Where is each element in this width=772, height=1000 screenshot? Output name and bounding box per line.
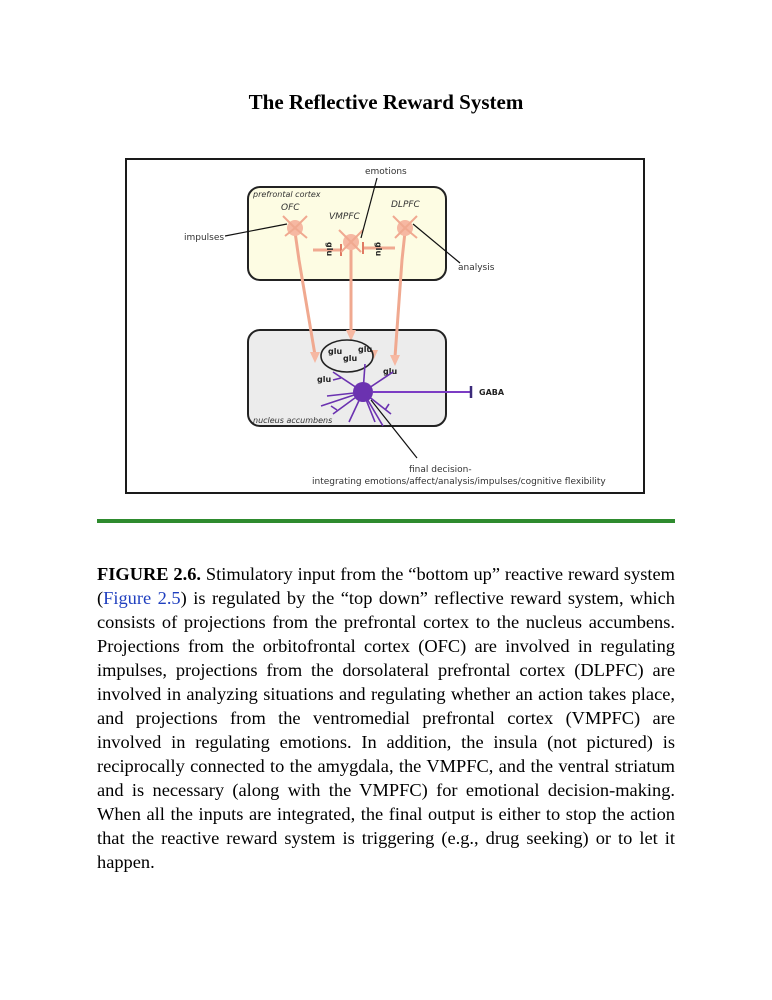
glu-label-dlpfc-vmpfc: glu [374,242,383,257]
emotions-label: emotions [365,167,407,177]
glu-label-5: glu [317,375,332,384]
impulses-label: impulses [184,233,225,243]
final-decision-line1: final decision- [409,465,472,475]
caption-text-2: ) is regulated by the “top down” reflective reward system, which consists of projections from the prefrontal cortex to the nucleus accumbens. Projections from the orbitofrontal cortex (OFC) are involved in regulating impulses, projections from the dorsolateral prefrontal cortex (DLPFC) are involved in analyzing situations and regulating whether an action takes place, and projections from the ventromedial prefrontal cortex (VMPFC) are involved in regulating emotions. In addition, the insula (not pictured) is reciprocally connected to the amygdala, the VMPFC, and the ventral striatum and is necessary (along with the VMPFC) for emotional decision-making. When all the inputs are integrated, the final output is either to stop the action that the reactive reward system is triggering (e.g., drug seeking) or to let it happen. [97,588,675,872]
accumbens-soma [353,382,373,402]
nucleus-accumbens-label: nucleus accumbens [253,416,333,425]
glu-label-4: glu [383,367,398,376]
glu-label-1: glu [328,347,343,356]
dlpfc-label: DLPFC [391,200,420,210]
figure-2-5-link[interactable]: Figure 2.5 [103,588,181,608]
caption-text-1: Stimulatory input from the “bottom up” reactive reward system ( [97,564,675,608]
prefrontal-cortex-label: prefrontal cortex [253,190,321,199]
reward-system-diagram [127,160,643,492]
vmpfc-label: VMPFC [329,212,360,222]
glu-label-3: glu [343,354,358,363]
nucleus-accumbens-box [248,330,446,426]
ofc-label: OFC [281,203,300,213]
figure-label: FIGURE 2.6. [97,564,201,584]
green-divider [97,519,675,523]
figure-diagram [125,158,645,494]
glu-label-ofc-vmpfc: glu [325,242,334,257]
figure-caption [97,562,675,874]
page-title: The Reflective Reward System [248,90,524,114]
glu-label-2: glu [358,345,373,354]
final-decision-line2: integrating emotions/affect/analysis/impulses/cognitive flexibility [312,477,606,487]
analysis-label: analysis [458,263,495,273]
gaba-label: GABA [479,388,505,397]
